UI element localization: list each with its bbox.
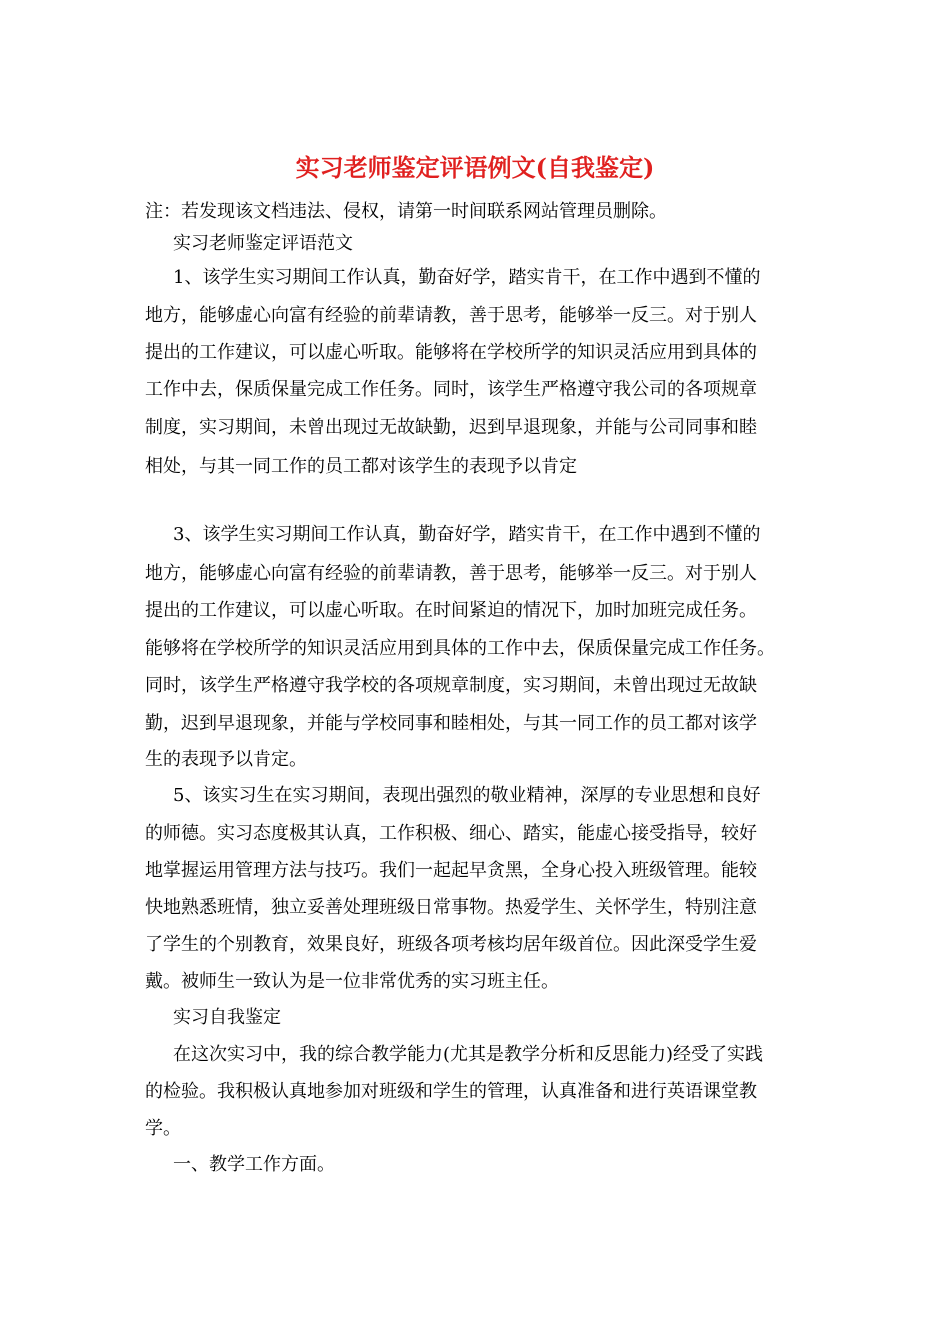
paragraph-1-line: 提出的工作建议，可以虚心听取。能够将在学校所学的知识灵活应用到具体的 xyxy=(145,342,757,363)
paragraph-5-line: 戴。被师生一致认为是一位非常优秀的实习班主任。 xyxy=(145,971,559,992)
paragraph-3-line: 提出的工作建议，可以虚心听取。在时间紧迫的情况下，加时加班完成任务。 xyxy=(145,600,757,621)
paragraph-3-line: 勤，迟到早退现象，并能与学校同事和睦相处，与其一同工作的员工都对该学 xyxy=(145,713,757,734)
paragraph-1-line: 相处，与其一同工作的员工都对该学生的表现予以肯定 xyxy=(145,456,577,477)
document-title: 实习老师鉴定评语例文(自我鉴定) xyxy=(295,153,655,182)
self-assessment-line: 在这次实习中，我的综合教学能力(尤其是教学分析和反思能力)经受了实践 xyxy=(173,1044,764,1065)
paragraph-1-line: 1、该学生实习期间工作认真，勤奋好学，踏实肯干，在工作中遇到不懂的 xyxy=(173,267,761,288)
paragraph-5-line: 快地熟悉班情，独立妥善处理班级日常事物。热爱学生、关怀学生，特别注意 xyxy=(145,897,757,918)
section-heading-self-assessment: 实习自我鉴定 xyxy=(173,1007,281,1028)
self-assessment-line: 的检验。我积极认真地参加对班级和学生的管理，认真准备和进行英语课堂教 xyxy=(145,1081,757,1102)
paragraph-5-line: 5、该实习生在实习期间，表现出强烈的敬业精神，深厚的专业思想和良好 xyxy=(173,785,761,806)
section-heading-review-samples: 实习老师鉴定评语范文 xyxy=(173,233,353,254)
paragraph-5-line: 地掌握运用管理方法与技巧。我们一起起早贪黑，全身心投入班级管理。能较 xyxy=(145,860,757,881)
subheading-teaching-work: 一、教学工作方面。 xyxy=(173,1154,335,1175)
paragraph-5-line: 了学生的个别教育，效果良好，班级各项考核均居年级首位。因此深受学生爱 xyxy=(145,934,757,955)
paragraph-1-line: 制度，实习期间，未曾出现过无故缺勤，迟到早退现象，并能与公司同事和睦 xyxy=(145,417,757,438)
self-assessment-line: 学。 xyxy=(145,1118,181,1139)
copyright-notice: 注：若发现该文档违法、侵权，请第一时间联系网站管理员删除。 xyxy=(145,201,667,222)
paragraph-1-line: 工作中去，保质保量完成工作任务。同时，该学生严格遵守我公司的各项规章 xyxy=(145,379,757,400)
paragraph-1-line: 地方，能够虚心向富有经验的前辈请教，善于思考，能够举一反三。对于别人 xyxy=(145,305,757,326)
paragraph-3-line: 同时，该学生严格遵守我学校的各项规章制度，实习期间，未曾出现过无故缺 xyxy=(145,675,757,696)
paragraph-3-line: 地方，能够虚心向富有经验的前辈请教，善于思考，能够举一反三。对于别人 xyxy=(145,563,757,584)
paragraph-3-line: 生的表现予以肯定。 xyxy=(145,749,307,770)
paragraph-3-line: 能够将在学校所学的知识灵活应用到具体的工作中去，保质保量完成工作任务。 xyxy=(145,638,775,659)
paragraph-3-line: 3、该学生实习期间工作认真，勤奋好学，踏实肯干，在工作中遇到不懂的 xyxy=(173,524,761,545)
paragraph-5-line: 的师德。实习态度极其认真，工作积极、细心、踏实，能虚心接受指导，较好 xyxy=(145,823,757,844)
